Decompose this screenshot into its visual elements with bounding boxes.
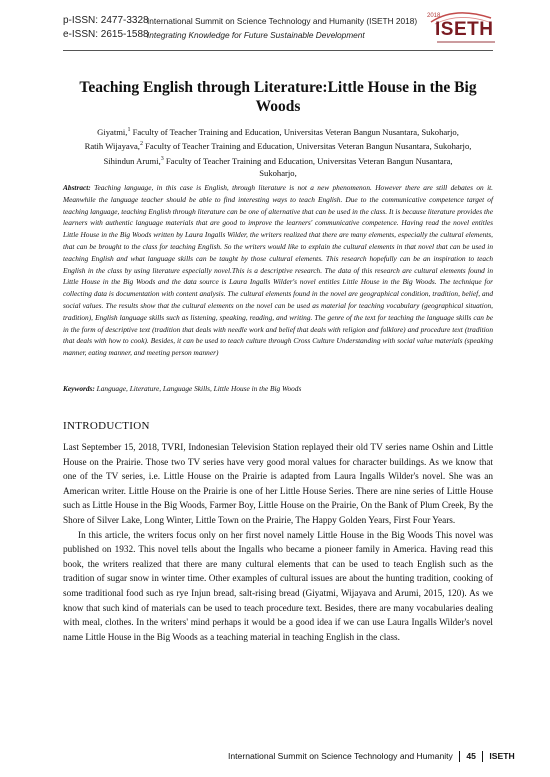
paragraph: In this article, the writers focus only on her first novel namely Little House in the Big Woods This novel was published on 1932. This novel tells about the Ingalls who became a pioneer family in America. Having read this book, the writers realized that there are many cultural elements that can be used to teach English such as the tradition of sugar snow in winter time. Other examples of cultural issues are about the hunting tradition, cooking of some traditional food such as rye Injun bread, salt-rising bread (Giyatmi, Wijayava and Arumi, 2015, 120). As we know that such kind of materials can be used to teach procedure text. Besides, there are many vocabularies dealing with meal, clothes. In the writers' mind perhaps it would be a good idea if we can use Laura Ingalls Wilder's novel name Little House in the Big Woods as a teaching material in teaching English in the class. — [63, 530, 493, 643]
author-name: Sihindun Arumi, — [103, 155, 161, 166]
author-name: Giyatmi, — [97, 126, 128, 137]
logo-underline — [437, 41, 495, 43]
summit-tagline: Integrating Knowledge for Future Sustainable Development — [147, 30, 365, 40]
logo-text: ISETH — [435, 19, 494, 40]
e-issn: e-ISSN: 2615-1588 — [63, 29, 149, 40]
summit-info — [147, 14, 417, 42]
footer-separator — [482, 751, 484, 762]
author-name: Ratih Wijayava, — [84, 141, 140, 152]
paper-title: Teaching English through Literature:Little House in the Big Woods — [79, 79, 477, 115]
paragraph: Last September 15, 2018, TVRI, Indonesian Television Station replayed their old TV series name Oshin and Little House on the Prairie. Those two TV series have very good moral values for character buildings. As we know that one of the TV series, i.e. Little House on the Prairie is adapted from Laura Ingalls Wilder's novel. She was an American writer. Little House on the Prairie is one of her Little House Series. There are nine series of Little House such as Little House in the Big Woods, Farmer Boy, Little House on the Prairie, On the Bank of Plum Creek, By the Shore of Silver Lake, Long Winter, Little Town on the Prairie, The Happy Golden Years, First Four Years. — [63, 443, 493, 526]
keywords-label: Keywords: — [63, 384, 95, 393]
abstract-text: Teaching language, in this case is English, through literature is not a new phenomenon. However there are still debates on it. Meanwhile the language teacher should be able to find interesting ways to teach English. Due to the communicative competence target of teaching language, teaching English through literature can be one of alternative that can be used in the class. It is because literature provides the learners with authentic language materials that are good to improve the learners' communicative competence. Having read the novel entitles Little House in the Big Woods written by Laura Ingalls Wilder, the writers realized that there are many elements, especially the cultural elements, that can be brought to the class for teaching English. So the writers would like to explain the cultural elements in that novel that can be used in teaching English and what language skills can be taught by those cultural elements. This research hopefully can be an inspiration to teach English in the class by using literature especially novel.This is a descriptive research. The data of this research are cultural elements found in Little House in the Big Woods and the data source is Laura Ingalls Wilder's novel entitles Little House in the Big Woods. The technique for collecting data is documentation with content analysis. The cultural elements found in the novel are geographical condition, tradition, belief, and social values. The results show that the cultural elements on the novel can be used as material for teaching vocabulary (geographical situation, tradition), English language skills such as listening, speaking, reading, and writing. The genre of the text for teaching the language skills can be in the form of descriptive text (tradition that deals with needle work and belief that deals with religion and folklore) and procedure text (tradition that deals with how to cook). Besides, it can be used to teach culture through Cross Culture Understanding with social value materials (speaking manner, eating manner, and meeting person manner) — [63, 183, 493, 358]
section-heading-introduction: INTRODUCTION — [63, 420, 150, 432]
summit-name: International Summit on Science Technology and Humanity (ISETH 2018) — [147, 16, 418, 26]
author-line-4: Sukoharjo, — [259, 167, 297, 178]
iseth-logo — [425, 10, 495, 50]
author-block — [63, 124, 493, 179]
author-line-3 — [63, 153, 493, 167]
page-header — [63, 14, 493, 46]
keywords-text: Language, Literature, Language Skills, Little House in the Big Woods — [94, 384, 302, 393]
author-sup: 2 — [139, 141, 143, 148]
page-number: 45 — [466, 751, 476, 761]
author-affiliation: Faculty of Teacher Training and Education, Universitas Veteran Bangun Nusantara, Sukoharjo, — [130, 126, 459, 137]
page-footer — [228, 748, 515, 764]
p-issn: p-ISSN: 2477-3328 — [63, 15, 149, 26]
author-line-2 — [63, 138, 493, 152]
footer-summit: International Summit on Science Technology and Humanity — [228, 751, 453, 761]
author-sup: 1 — [127, 127, 131, 133]
keywords — [63, 383, 493, 395]
header-divider — [63, 50, 493, 51]
footer-brand: ISETH — [489, 751, 515, 761]
logo-year: 2018 — [427, 13, 441, 19]
author-sup: 3 — [160, 155, 164, 162]
issn-block — [63, 14, 149, 42]
introduction-body — [63, 441, 493, 645]
author-affiliation: Faculty of Teacher Training and Education, Universitas Veteran Bangun Nusantara, Sukoharjo, — [142, 141, 472, 152]
footer-separator — [459, 751, 461, 762]
abstract — [63, 182, 493, 359]
author-affiliation: Faculty of Teacher Training and Education, Universitas Veteran Bangun Nusantara, — [163, 155, 453, 166]
abstract-label: Abstract: — [63, 183, 91, 192]
author-line-1 — [63, 124, 493, 138]
